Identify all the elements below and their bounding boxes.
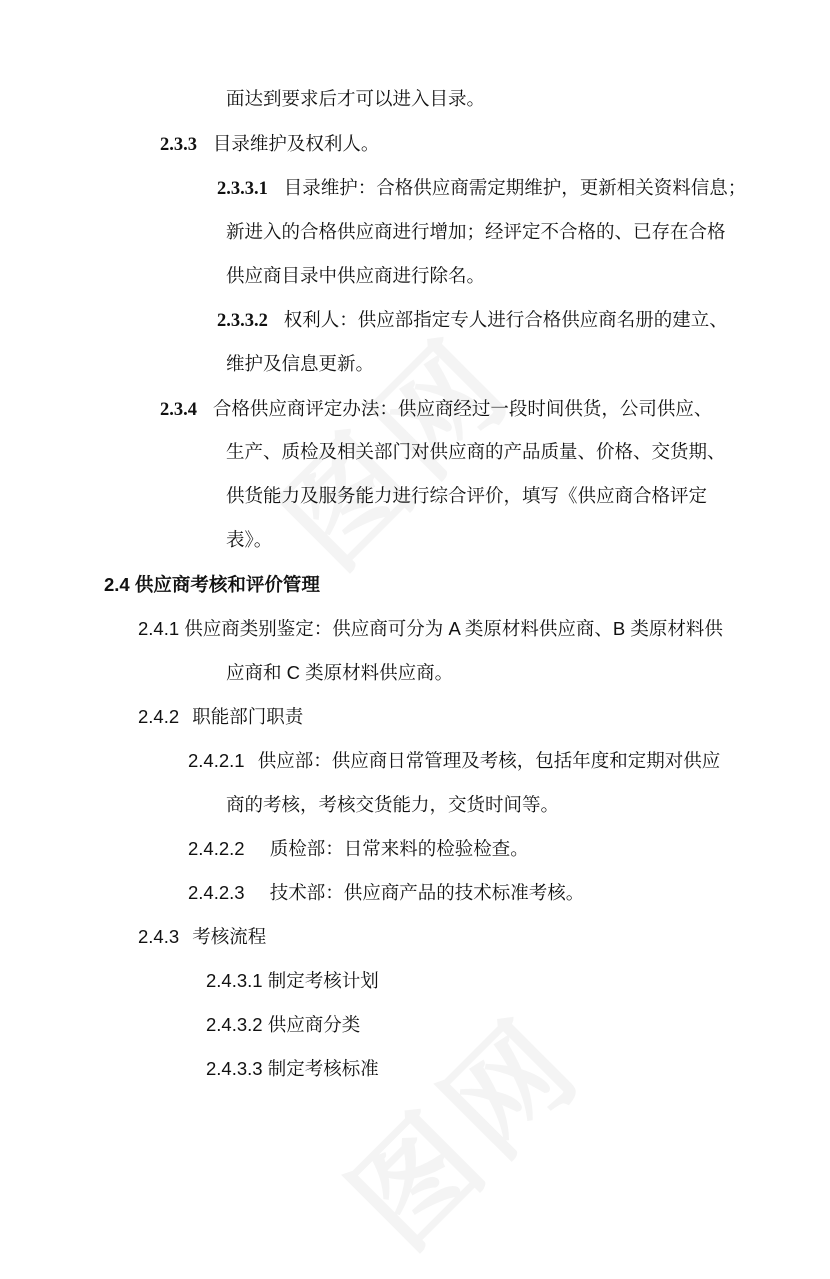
section-2-3-4 xyxy=(160,398,712,422)
section-text: 供应部：供应商日常管理及考核，包括年度和定期对供应 xyxy=(257,750,721,771)
section-2-4-2-1 xyxy=(188,749,720,773)
paragraph-line xyxy=(226,441,726,465)
section-2-4-3-3 xyxy=(206,1057,379,1081)
section-text: 制定考核计划 xyxy=(267,970,379,991)
section-text: 技术部：供应商产品的技术标准考核。 xyxy=(269,882,585,903)
paragraph-line xyxy=(226,353,374,377)
section-number: 2.4.3.2 xyxy=(206,1014,263,1035)
section-number: 2.3.3.1 xyxy=(217,179,268,199)
section-number: 2.3.3 xyxy=(160,135,197,155)
section-2-4-2-2 xyxy=(188,837,529,861)
paragraph-text: 供应商目录中供应商进行除名。 xyxy=(226,266,486,287)
section-2-4-1 xyxy=(138,617,723,641)
section-text: 供应商分类 xyxy=(267,1014,361,1035)
section-2-3-3 xyxy=(160,133,379,157)
section-title: 供应商考核和评价管理 xyxy=(134,574,320,595)
section-2-4-heading xyxy=(104,573,320,597)
section-number: 2.3.4 xyxy=(160,400,197,420)
section-2-4-3-1 xyxy=(206,969,379,993)
section-number: 2.4.3.3 xyxy=(206,1058,263,1079)
section-2-4-2 xyxy=(138,705,303,729)
section-text: 质检部：日常来料的检验检查。 xyxy=(269,838,529,859)
section-2-4-3 xyxy=(138,925,266,949)
section-number: 2.4 xyxy=(104,574,130,595)
section-number: 2.4.3 xyxy=(138,926,180,947)
section-number: 2.4.2.3 xyxy=(188,882,245,903)
paragraph-line xyxy=(226,661,453,685)
section-number: 2.4.2.2 xyxy=(188,838,245,859)
paragraph-text: 商的考核，考核交货能力，交货时间等。 xyxy=(226,794,560,815)
paragraph-text: 面达到要求后才可以进入目录。 xyxy=(226,89,486,110)
paragraph-line xyxy=(226,485,707,509)
paragraph-line xyxy=(226,221,726,245)
section-text: 职能部门职责 xyxy=(192,706,304,727)
section-text: 合格供应商评定办法：供应商经过一段时间供货，公司供应、 xyxy=(212,399,713,420)
section-2-3-3-2 xyxy=(217,309,728,333)
paragraph-line xyxy=(226,88,485,112)
paragraph-text: 表》。 xyxy=(226,530,273,551)
section-text: 制定考核标准 xyxy=(267,1058,379,1079)
section-number: 2.3.3.2 xyxy=(217,311,268,331)
paragraph-text: 新进入的合格供应商进行增加；经评定不合格的、已存在合格 xyxy=(226,222,726,243)
section-2-4-2-3 xyxy=(188,881,584,905)
paragraph-line xyxy=(226,265,485,289)
section-text: 权利人：供应部指定专人进行合格供应商名册的建立、 xyxy=(283,310,728,331)
paragraph-line xyxy=(226,793,559,817)
section-text: 供应商类别鉴定：供应商可分为 A 类原材料供应商、B 类原材料供 xyxy=(184,618,723,639)
paragraph-line xyxy=(226,529,272,553)
paragraph-text: 应商和 C 类原材料供应商。 xyxy=(226,662,454,683)
section-text: 目录维护：合格供应商需定期维护，更新相关资料信息； xyxy=(283,178,747,199)
paragraph-text: 维护及信息更新。 xyxy=(226,354,375,375)
paragraph-text: 供货能力及服务能力进行综合评价，填写《供应商合格评定 xyxy=(226,486,708,507)
section-2-3-3-1 xyxy=(217,177,746,201)
section-number: 2.4.2 xyxy=(138,706,180,727)
section-2-4-3-2 xyxy=(206,1013,360,1037)
paragraph-text: 生产、质检及相关部门对供应商的产品质量、价格、交货期、 xyxy=(226,442,726,463)
section-number: 2.4.2.1 xyxy=(188,750,245,771)
section-text: 考核流程 xyxy=(192,926,267,947)
section-number: 2.4.3.1 xyxy=(206,970,263,991)
section-number: 2.4.1 xyxy=(138,618,180,639)
section-text: 目录维护及权利人。 xyxy=(212,134,380,155)
